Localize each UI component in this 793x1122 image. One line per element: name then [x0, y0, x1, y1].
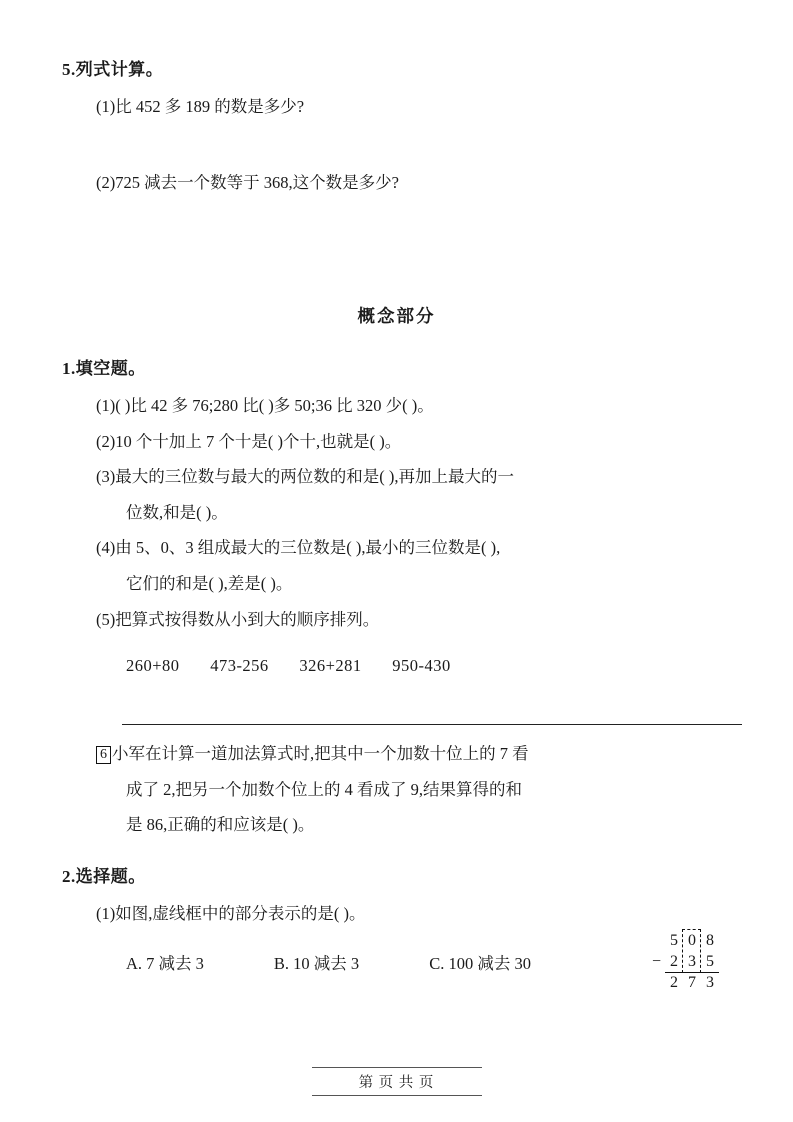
expression-1: 260+80: [126, 656, 180, 676]
minuend-digit-3: 8: [706, 931, 714, 949]
choice-options: [126, 950, 731, 974]
choice-option-b[interactable]: B. 10 减去 3: [273, 954, 360, 974]
answer-space-expressions: [62, 676, 731, 702]
difference-digit-1: 2: [670, 973, 678, 991]
difference-digit-2: 7: [688, 973, 696, 991]
section-heading-5: 5.列式计算。: [62, 60, 164, 79]
spacer-before-expressions: [62, 642, 731, 656]
expression-3: 326+281: [299, 656, 362, 676]
fill-blank-item-3-cont: 位数,和是( )。: [126, 502, 228, 522]
subtrahend-digit-3: 5: [706, 952, 714, 970]
question-number-badge: 6: [96, 746, 111, 764]
dashed-highlight-box: [682, 929, 701, 973]
fill-blank-item-4-cont: 它们的和是( ),差是( )。: [126, 573, 293, 593]
answer-space-5-2: [62, 205, 731, 263]
spacer-after-title: [62, 328, 731, 354]
vertical-calc-wrap: [652, 930, 719, 993]
question-6-line-1: 小军在计算一道加法算式时,把其中一个加数十位上的 7 看: [112, 744, 529, 764]
fill-blank-item-2: (2)10 个十加上 7 个十是( )个十,也就是( )。: [96, 431, 402, 451]
concept-section-title: 概念部分: [357, 306, 436, 327]
section-heading-choice: 2.选择题。: [62, 866, 146, 886]
fill-blank-item-5: (5)把算式按得数从小到大的顺序排列。: [96, 609, 380, 629]
question-6: [96, 741, 731, 767]
question-5-1: (1)比 452 多 189 的数是多少?: [96, 97, 305, 116]
expression-list: [126, 656, 731, 676]
choice-option-a[interactable]: A. 7 减去 3: [126, 954, 204, 974]
spacer-before-options: [62, 936, 731, 950]
spacer-before-choice: [62, 848, 731, 862]
minuend-digit-1: 5: [670, 931, 678, 949]
fill-blank-item-1: (1)( )比 42 多 76;280 比( )多 50;36 比 320 少( )。: [96, 396, 434, 416]
fill-blank-item-4: (4)由 5、0、3 组成最大的三位数是( ),最小的三位数是( ),: [96, 538, 501, 558]
page-footer: [0, 1067, 793, 1096]
answer-space-extra: [62, 263, 731, 303]
choice-question-1: (1)如图,虚线框中的部分表示的是( )。: [96, 903, 366, 923]
question-6-line-2: 成了 2,把另一个加数个位上的 4 看成了 9,结果算得的和: [126, 779, 522, 799]
answer-space-5-1: [62, 130, 731, 170]
question-5-2: (2)725 减去一个数等于 368,这个数是多少?: [96, 172, 399, 192]
minus-sign: −: [652, 952, 662, 970]
expression-2: 473-256: [210, 656, 269, 676]
section-divider: [122, 724, 742, 725]
difference-digit-3: 3: [706, 973, 714, 991]
fill-blank-item-3: (3)最大的三位数与最大的两位数的和是( ),再加上最大的一: [96, 467, 514, 487]
expression-4: 950-430: [392, 656, 451, 676]
section-heading-fill-blank: 1.填空题。: [62, 359, 146, 379]
subtrahend-digit-1: 2: [670, 952, 678, 970]
minuend-digit-2: 0: [688, 931, 696, 949]
subtrahend-digit-2: 3: [688, 952, 696, 970]
choice-option-c[interactable]: C. 100 减去 30: [429, 954, 531, 974]
question-6-line-3: 是 86,正确的和应该是( )。: [126, 815, 315, 835]
footer-text: 第 页 共 页: [312, 1067, 482, 1096]
vertical-subtraction-figure: [652, 930, 719, 993]
